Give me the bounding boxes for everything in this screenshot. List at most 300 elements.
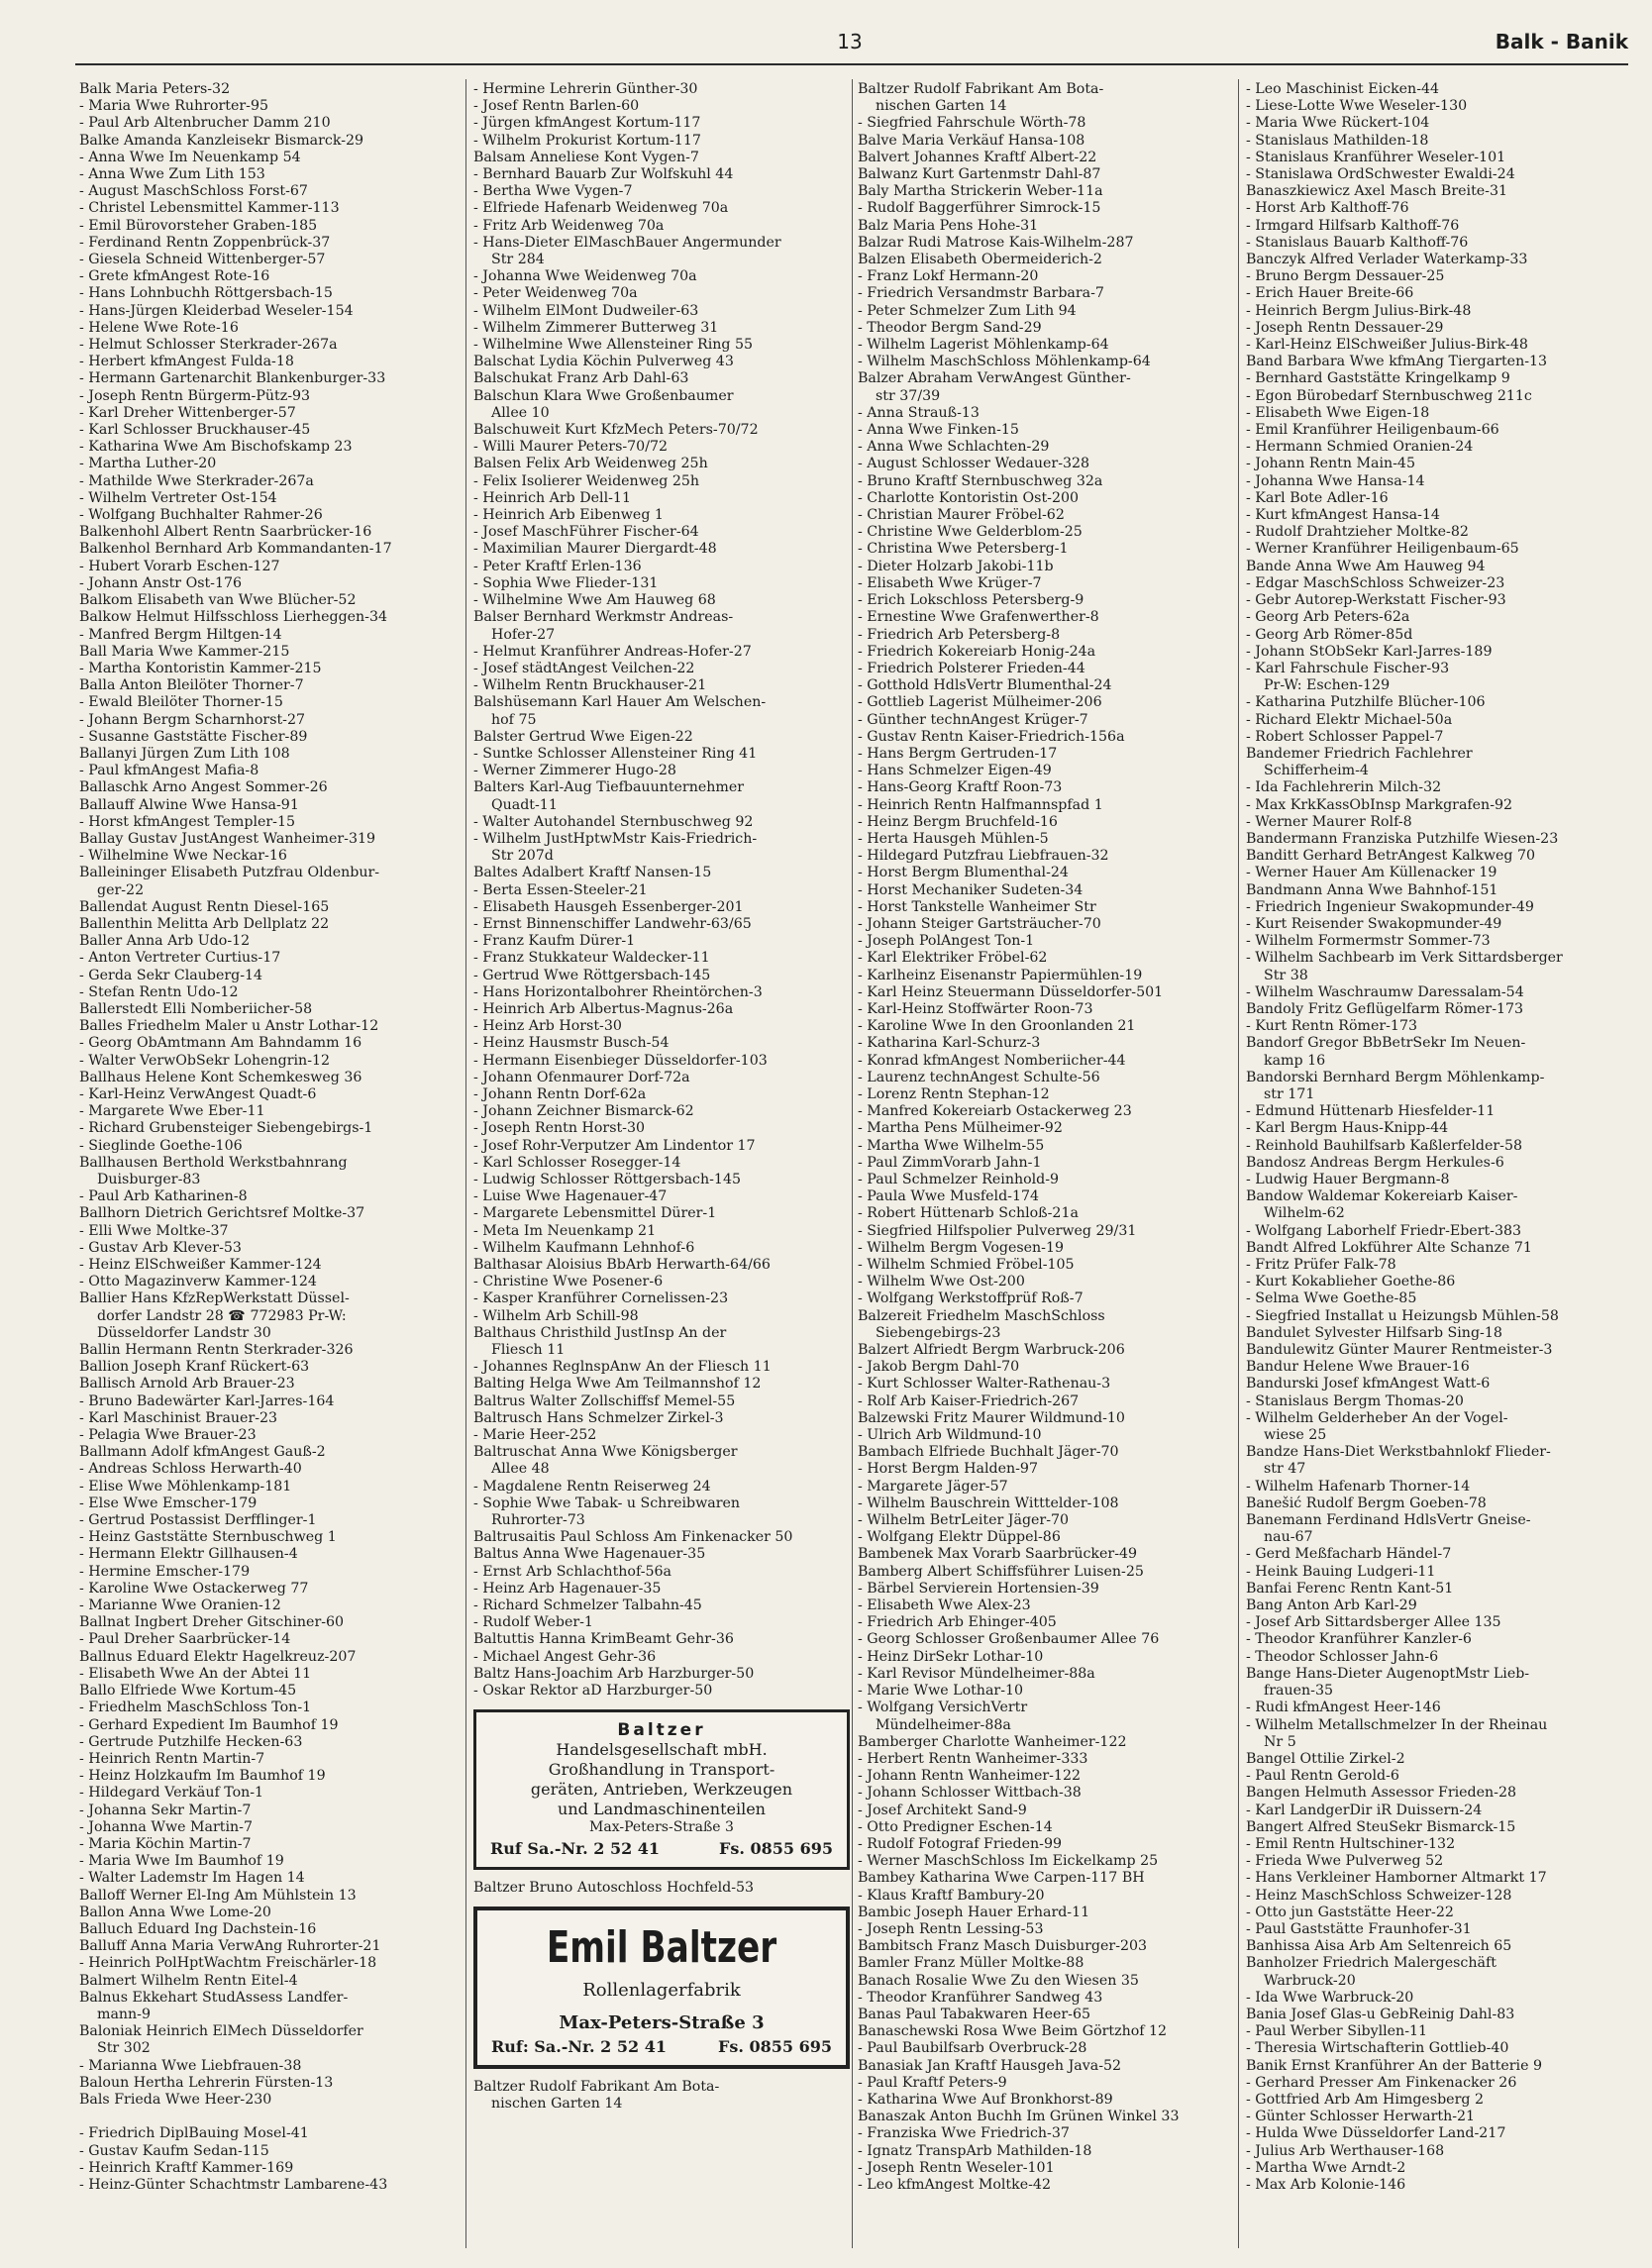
directory-entry: - Leo Maschinist Eicken-44 (1246, 81, 1440, 97)
directory-entry: - Hermann Elektr Gillhausen-4 (79, 1546, 298, 1563)
directory-entry: - Ida Fachlehrerin Milch-32 (1246, 779, 1442, 796)
directory-entry: - Wolfgang Laborhelf Friedr-Ebert-383 (1246, 1222, 1522, 1239)
directory-entry: - Katharina Wwe Am Bischofskamp 23 (79, 439, 353, 456)
directory-entry: - Stanislaus Bauarb Kalthoff-76 (1246, 234, 1469, 251)
directory-entry: Ballon Anna Wwe Lome-20 (79, 1904, 271, 1920)
directory-entry: - Katharina Putzhilfe Blücher-106 (1246, 694, 1486, 711)
directory-entry: Balwanz Kurt Gartenmstr Dahl-87 (858, 166, 1101, 183)
directory-entry: Balk Maria Peters-32 (79, 81, 231, 97)
directory-entry: Bamler Franz Müller Moltke-88 (858, 1955, 1084, 1972)
directory-entry: - Wilhelm Rentn Bruckhauser-21 (473, 677, 707, 694)
directory-entry: - Charlotte Kontoristin Ost-200 (858, 489, 1080, 506)
directory-entry: Bambey Katharina Wwe Carpen-117 BH (858, 1870, 1145, 1887)
directory-entry: Balschun Klara Wwe Großenbaumer (473, 387, 734, 404)
directory-entry: - Friedhelm MaschSchloss Ton-1 (79, 1700, 312, 1716)
directory-entry: - Frieda Wwe Pulverweg 52 (1246, 1853, 1444, 1870)
ad-line: Großhandlung in Transport- (548, 1759, 775, 1779)
directory-entry: - Ernst Arb Schlachthof-56a (473, 1563, 672, 1580)
directory-entry: - Christine Wwe Gelderblom-25 (858, 524, 1083, 541)
directory-entry: - Wilhelm Sachbearb im Verk Sittardsberger (1246, 950, 1563, 967)
directory-entry: - Georg Arb Peters-62a (1246, 609, 1410, 626)
directory-entry: - Werner Kranführer Heiligenbaum-65 (1246, 541, 1519, 558)
directory-entry: - Gotthold HdlsVertr Blumenthal-24 (858, 677, 1112, 694)
directory-entry: - Wilhelm Zimmerer Butterweg 31 (473, 319, 719, 336)
directory-entry: Balluff Anna Maria VerwAng Ruhrorter-21 (79, 1938, 381, 1955)
directory-entry: Balmert Wilhelm Rentn Eitel-4 (79, 1972, 298, 1989)
directory-entry: Balsen Felix Arb Weidenweg 25h (473, 456, 708, 472)
directory-entry: - Heinrich Kraftf Kammer-169 (79, 2159, 294, 2176)
directory-entry: Baltzer Bruno Autoschloss Hochfeld-53 (473, 1879, 755, 1896)
directory-entry: - Joseph Rentn Weseler-101 (858, 2159, 1055, 2176)
directory-entry: - Karoline Wwe In den Groonlanden 21 (858, 1018, 1136, 1035)
directory-entry: - Ludwig Schlosser Röttgersbach-145 (473, 1172, 742, 1187)
directory-entry: - Horst Tankstelle Wanheimer Str (858, 898, 1096, 915)
directory-entry: - Sieglinde Goethe-106 (79, 1137, 243, 1154)
directory-entry: Balschuweit Kurt KfzMech Peters-70/72 (473, 422, 759, 439)
directory-entry: - Heinz Bergm Bruchfeld-16 (858, 813, 1058, 830)
directory-entry: Ballauff Alwine Wwe Hansa-91 (79, 796, 299, 813)
directory-entry: kamp 16 (1264, 1052, 1326, 1069)
header-rule (75, 63, 1628, 65)
directory-entry: - Josef städtAngest Veilchen-22 (473, 660, 695, 676)
directory-entry: - Marie Wwe Lothar-10 (858, 1683, 1024, 1700)
directory-entry: - Karl Heinz Steuermann Düsseldorfer-501 (858, 983, 1164, 1000)
directory-entry: - Friedrich DiplBauing Mosel-41 (79, 2125, 309, 2142)
directory-entry: - Heinz Gaststätte Sternbuschweg 1 (79, 1529, 337, 1546)
directory-entry: - Anna Wwe Im Neuenkamp 54 (79, 149, 301, 165)
directory-entry: - Gerda Sekr Clauberg-14 (79, 967, 263, 983)
entries-2a (473, 81, 858, 1700)
directory-entry: - Hermann Eisenbieger Düsseldorfer-103 (473, 1052, 768, 1069)
directory-entry: - Emil Rentn Hultschiner-132 (1246, 1835, 1456, 1852)
directory-entry: - Josef Rohr-Verputzer Am Lindentor 17 (473, 1137, 756, 1154)
directory-entry: - Heinrich Arb Eibenweg 1 (473, 507, 664, 524)
directory-entry: - Gertrud Postassist Derfflinger-1 (79, 1512, 317, 1529)
directory-entry: - Wilhelm Hafenarb Thorner-14 (1246, 1478, 1471, 1495)
directory-entry: - Konrad kfmAngest Nomberiicher-44 (858, 1052, 1126, 1069)
directory-entry: - Ferdinand Rentn Zoppenbrück-37 (79, 234, 331, 251)
directory-entry: - Wilhelm Gelderheber An der Vogel- (1246, 1409, 1508, 1426)
directory-entry: - Rudolf Fotograf Frieden-99 (858, 1835, 1063, 1852)
directory-entry: - Gertrud Wwe Röttgersbach-145 (473, 967, 711, 983)
directory-entry: - Richard Schmelzer Talbahn-45 (473, 1598, 702, 1614)
directory-entry: Balve Maria Verkäuf Hansa-108 (858, 132, 1085, 149)
directory-entry: - Hermine Lehrerin Günther-30 (473, 81, 698, 97)
directory-entry: - Georg Arb Römer-85d (1246, 626, 1413, 643)
directory-entry: - Stanislaus Bergm Thomas-20 (1246, 1392, 1464, 1409)
directory-column-3 (858, 81, 1242, 2260)
directory-entry: - Heinz Hausmstr Busch-54 (473, 1035, 670, 1052)
directory-entry: - Franz Kaufm Dürer-1 (473, 933, 636, 950)
directory-entry: frauen-35 (1264, 1683, 1334, 1700)
directory-entry: - Paul Gaststätte Fraunhofer-31 (1246, 1920, 1472, 1937)
directory-entry: - Johann Zeichner Bismarck-62 (473, 1103, 694, 1120)
directory-entry: Balkom Elisabeth van Wwe Blücher-52 (79, 592, 357, 609)
directory-entry: - Rudi kfmAngest Heer-146 (1246, 1700, 1441, 1716)
directory-entry: - Hildegard Verkäuf Ton-1 (79, 1785, 264, 1802)
directory-entry: - Karl Revisor Mündelheimer-88a (858, 1665, 1095, 1682)
directory-entry: - Georg Schlosser Großenbaumer Allee 76 (858, 1631, 1160, 1648)
directory-entry: - Maria Köchin Martin-7 (79, 1835, 252, 1852)
directory-entry: Bangen Helmuth Assessor Frieden-28 (1246, 1785, 1517, 1802)
directory-entry: - Franziska Wwe Friedrich-37 (858, 2125, 1070, 2142)
directory-entry: - Wilhelm Formermstr Sommer-73 (1246, 933, 1491, 950)
directory-entry: - Theodor Bergm Sand-29 (858, 319, 1042, 336)
directory-entry: Schifferheim-4 (1264, 763, 1369, 779)
directory-entry: - Karl Elektriker Fröbel-62 (858, 950, 1048, 967)
directory-entry: Ballay Gustav JustAngest Wanheimer-319 (79, 830, 376, 847)
directory-entry: - Oskar Rektor aD Harzburger-50 (473, 1683, 713, 1700)
directory-entry: - Martha Kontoristin Kammer-215 (79, 660, 322, 676)
directory-entry: - Sophie Wwe Tabak- u Schreibwaren (473, 1495, 741, 1511)
directory-entry: - Johann Rentn Dorf-62a (473, 1085, 647, 1102)
directory-entry: - Walter Lademstr Im Hagen 14 (79, 1870, 305, 1887)
directory-entry: - Meta Im Neuenkamp 21 (473, 1222, 657, 1239)
directory-entry: - Gerd Meßfacharb Händel-7 (1246, 1546, 1452, 1563)
directory-entry: Ballnus Eduard Elektr Hagelkreuz-207 (79, 1648, 357, 1665)
directory-entry: - Wilhelmine Wwe Neckar-16 (79, 848, 287, 865)
running-head: Balk - Banik (1495, 30, 1628, 53)
advertisement-baltzer-handel (473, 1709, 850, 1870)
directory-entry: Banaschewski Rosa Wwe Beim Görtzhof 12 (858, 2023, 1168, 2040)
directory-entry: - Wolfgang VersichVertr (858, 1700, 1028, 1716)
directory-entry: - Theresia Wirtschafterin Gottlieb-40 (1246, 2040, 1509, 2057)
directory-entry: Baltus Anna Wwe Hagenauer-35 (473, 1546, 706, 1563)
directory-entry: Banaszak Anton Buchh Im Grünen Winkel 33 (858, 2109, 1180, 2125)
directory-entry: - Ewald Bleilöter Thorner-15 (79, 694, 283, 711)
directory-entry: - Heinz DirSekr Lothar-10 (858, 1648, 1044, 1665)
directory-entry: Bals Frieda Wwe Heer-230 (79, 2091, 272, 2108)
directory-entry: - Walter Autohandel Sternbuschweg 92 (473, 813, 754, 830)
directory-entry: - Laurenz technAngest Schulte-56 (858, 1069, 1100, 1085)
directory-entry: - Herbert Rentn Wanheimer-333 (858, 1750, 1088, 1767)
ad-phones (490, 1840, 833, 1857)
directory-entry: - Ida Wwe Warbruck-20 (1246, 1989, 1414, 2006)
directory-entry: Bandulewitz Günter Maurer Rentmeister-3 (1246, 1342, 1553, 1359)
directory-entry: - Hermine Emscher-179 (79, 1563, 251, 1580)
directory-entry: - Hans Horizontalbohrer Rheintörchen-3 (473, 983, 763, 1000)
ad-line: geräten, Antrieben, Werkzeugen (530, 1779, 793, 1799)
directory-entry: - Rudolf Baggerführer Simrock-15 (858, 200, 1101, 217)
directory-entry: Bambenek Max Vorarb Saarbrücker-49 (858, 1546, 1138, 1563)
directory-entry: Baloniak Heinrich ElMech Düsseldorfer (79, 2023, 363, 2040)
directory-entry: Str 38 (1264, 967, 1308, 983)
directory-entry: - Paula Wwe Musfeld-174 (858, 1188, 1040, 1205)
directory-entry: - Klaus Kraftf Bambury-20 (858, 1887, 1045, 1904)
directory-entry: Str 284 (491, 252, 545, 268)
directory-entry: Banfai Ferenc Rentn Kant-51 (1246, 1580, 1454, 1597)
directory-entry: - Gerhard Expedient Im Baumhof 19 (79, 1716, 339, 1733)
directory-entry: Bandow Waldemar Kokereiarb Kaiser- (1246, 1188, 1518, 1205)
directory-entry: - Hans Schmelzer Eigen-49 (858, 763, 1052, 779)
directory-entry: Bangert Alfred SteuSekr Bismarck-15 (1246, 1818, 1516, 1835)
directory-entry: - Hubert Vorarb Eschen-127 (79, 558, 280, 574)
directory-entry: - Heinz Holzkaufm Im Baumhof 19 (79, 1768, 326, 1785)
directory-entry: - Günther technAngest Krüger-7 (858, 711, 1088, 728)
directory-entry: Mündelheimer-88a (876, 1716, 1011, 1733)
directory-entry: - Wolfgang Elektr Düppel-86 (858, 1529, 1061, 1546)
directory-entry: Balthaus Christhild JustInsp An der (473, 1324, 727, 1341)
directory-entry: - Michael Angest Gehr-36 (473, 1648, 657, 1665)
directory-entry: - Peter Kraftf Erlen-136 (473, 558, 642, 574)
directory-entry: - Else Wwe Emscher-179 (79, 1495, 258, 1511)
directory-entry: - Hans Bergm Gertruden-17 (858, 745, 1058, 762)
directory-entry: - Jakob Bergm Dahl-70 (858, 1359, 1020, 1376)
directory-entry: - Ernestine Wwe Grafenwerther-8 (858, 609, 1099, 626)
directory-entry: - Johann Schlosser Wittbach-38 (858, 1785, 1082, 1802)
directory-entry: - Siegfried Fahrschule Wörth-78 (858, 115, 1086, 132)
directory-entry: - Paul Arb Katharinen-8 (79, 1188, 248, 1205)
directory-entry: - Erich Lokschloss Petersberg-9 (858, 592, 1084, 609)
directory-entry: - Horst Mechaniker Sudeten-34 (858, 881, 1084, 898)
directory-entry: - August Schlosser Wedauer-328 (858, 456, 1090, 472)
directory-entry: - Otto Magazinverw Kammer-124 (79, 1274, 317, 1290)
directory-entry: - Wilhelm Waschraumw Daressalam-54 (1246, 983, 1524, 1000)
directory-entry: Baltrusaitis Paul Schloss Am Finkenacker 50 (473, 1529, 793, 1546)
directory-entry: - Siegfried Installat u Heizungsb Mühlen-58 (1246, 1307, 1559, 1324)
directory-entry: - Christian Maurer Fröbel-62 (858, 507, 1065, 524)
directory-entry: - Joseph Rentn Bürgerm-Pütz-93 (79, 387, 311, 404)
directory-entry: - Paul Kraftf Peters-9 (858, 2074, 1007, 2091)
column-divider (465, 79, 466, 2248)
directory-entry: Baller Anna Arb Udo-12 (79, 933, 251, 950)
directory-entry: - Maria Wwe Ruhrorter-95 (79, 98, 268, 115)
directory-entry: - August MaschSchloss Forst-67 (79, 183, 308, 200)
directory-entry: - Christine Wwe Posener-6 (473, 1274, 664, 1290)
directory-entry: Duisburger-83 (97, 1172, 201, 1187)
directory-entry: - Werner Hauer Am Küllenacker 19 (1246, 865, 1497, 881)
ad-phones (491, 2038, 832, 2055)
directory-entry: Balvert Johannes Kraftf Albert-22 (858, 149, 1097, 165)
directory-entry: Bandmann Anna Wwe Bahnhof-151 (1246, 881, 1498, 898)
directory-entry: - Wilhelmine Wwe Am Hauweg 68 (473, 592, 716, 609)
directory-entry: - Anna Wwe Zum Lith 153 (79, 166, 265, 183)
page-number: 13 (837, 30, 863, 53)
ad-telex: Fs. 0855 695 (717, 2036, 832, 2056)
directory-entry: Ballisch Arnold Arb Brauer-23 (79, 1376, 295, 1392)
directory-entry: - Heinz Arb Horst-30 (473, 1018, 622, 1035)
directory-entry: - Elli Wwe Moltke-37 (79, 1222, 229, 1239)
directory-entry: Baltruschat Anna Wwe Königsberger (473, 1444, 738, 1461)
ad-line: und Landmaschinenteilen (558, 1799, 766, 1818)
directory-entry: - Elisabeth Wwe Alex-23 (858, 1598, 1031, 1614)
directory-entry: Balzereit Friedhelm MaschSchloss (858, 1307, 1105, 1324)
directory-entry: Allee 48 (491, 1461, 550, 1478)
directory-entry: Banhissa Aisa Arb Am Seltenreich 65 (1246, 1938, 1512, 1955)
ad-brand: Baltzer (617, 1720, 706, 1741)
directory-entry: - Karl Schlosser Rosegger-14 (473, 1154, 681, 1171)
directory-entry: - Bernhard Bauarb Zur Wolfskuhl 44 (473, 166, 734, 183)
directory-entry: - Heinrich Bergm Julius-Birk-48 (1246, 302, 1472, 319)
directory-entry: - Josef Architekt Sand-9 (858, 1802, 1027, 1818)
directory-entry: - Mathilde Wwe Sterkrader-267a (79, 472, 314, 489)
directory-column-4 (1246, 81, 1630, 2260)
directory-entry: Bandurski Josef kfmAngest Watt-6 (1246, 1376, 1491, 1392)
directory-entry: Ballier Hans KfzRepWerkstatt Düssel- (79, 1290, 350, 1307)
directory-entry: - Paul ZimmVorarb Jahn-1 (858, 1154, 1042, 1171)
directory-entry: - Heinrich Arb Dell-11 (473, 489, 631, 506)
directory-entry: - Magdalene Rentn Reiserweg 24 (473, 1478, 711, 1495)
directory-entry: str 171 (1264, 1085, 1315, 1102)
directory-entry: - Margarete Wwe Eber-11 (79, 1103, 265, 1120)
directory-entry: nau-67 (1264, 1529, 1313, 1546)
directory-entry: - Maria Wwe Rückert-104 (1246, 115, 1430, 132)
directory-entry: Banasiak Jan Kraftf Hausgeh Java-52 (858, 2057, 1122, 2074)
ad-address: Max-Peters-Straße 3 (589, 1818, 734, 1835)
directory-entry: - Werner Zimmerer Hugo-28 (473, 763, 676, 779)
directory-entry: Bambach Elfriede Buchhalt Jäger-70 (858, 1444, 1119, 1461)
directory-entry: Pr-W: Eschen-129 (1264, 677, 1391, 694)
directory-entry: - Franz Stukkateur Waldecker-11 (473, 950, 710, 967)
ad-tagline: Rollenlagerfabrik (582, 1980, 741, 2002)
directory-entry: - Elisabeth Wwe Krüger-7 (858, 574, 1042, 591)
directory-entry: - Johanna Sekr Martin-7 (79, 1802, 252, 1818)
directory-entry: Balthasar Aloisius BbArb Herwarth-64/66 (473, 1257, 771, 1274)
directory-entry: - Wilhelm Kaufmann Lehnhof-6 (473, 1239, 695, 1256)
directory-entry: Fliesch 11 (491, 1342, 566, 1359)
directory-entry: - Paul Dreher Saarbrücker-14 (79, 1631, 291, 1648)
directory-entry: Bandulet Sylvester Hilfsarb Sing-18 (1246, 1324, 1502, 1341)
directory-entry: Balzer Abraham VerwAngest Günther- (858, 370, 1131, 387)
directory-entry: - Anna Wwe Finken-15 (858, 422, 1019, 439)
directory-entry: - Heinrich Rentn Halfmannspfad 1 (858, 796, 1103, 813)
directory-entry: Ballnat Ingbert Dreher Gitschiner-60 (79, 1614, 345, 1631)
directory-entry: Str 302 (97, 2040, 151, 2057)
directory-entry: - Pelagia Wwe Brauer-23 (79, 1427, 257, 1444)
directory-entry: Balzen Elisabeth Obermeiderich-2 (858, 252, 1102, 268)
entries-2c (473, 2079, 858, 2113)
directory-entry: Ballmann Adolf kfmAngest Gauß-2 (79, 1444, 326, 1461)
directory-entry: - Friedrich Versandmstr Barbara-7 (858, 285, 1104, 302)
directory-entry: - Friedrich Kokereiarb Honig-24a (858, 643, 1096, 660)
directory-entry: - Wilhelm Metallschmelzer In der Rheinau (1246, 1716, 1548, 1733)
directory-entry: - Karl Dreher Wittenberger-57 (79, 404, 296, 421)
directory-entry: - Heinrich PolHptWachtm Freischärler-18 (79, 1955, 377, 1972)
directory-entry: - Josef Arb Sittardsberger Allee 135 (1246, 1614, 1501, 1631)
directory-entry: - Fritz Prüfer Falk-78 (1246, 1257, 1396, 1274)
directory-entry: - Helene Wwe Rote-16 (79, 319, 239, 336)
directory-entry: wiese 25 (1264, 1427, 1327, 1444)
directory-entry: Baltuttis Hanna KrimBeamt Gehr-36 (473, 1631, 734, 1648)
directory-entry: - Stefan Rentn Udo-12 (79, 983, 239, 1000)
ad-address: Max-Peters-Straße 3 (559, 2012, 765, 2034)
directory-entry: - Herbert kfmAngest Fulda-18 (79, 354, 294, 370)
directory-entry: Ballanyi Jürgen Zum Lith 108 (79, 745, 290, 762)
directory-entry: - Gustav Rentn Kaiser-Friedrich-156a (858, 728, 1125, 745)
directory-entry: - Ignatz TranspArb Mathilden-18 (858, 2142, 1092, 2159)
directory-entry: Balsam Anneliese Kont Vygen-7 (473, 149, 699, 165)
directory-entry: - Bruno Bergm Dessauer-25 (1246, 268, 1445, 285)
directory-entry: - Wolfgang Werkstoffprüf Roß-7 (858, 1290, 1084, 1307)
directory-entry: - Bernhard Gaststätte Kringelkamp 9 (1246, 370, 1510, 387)
entries-2b (473, 1880, 858, 1897)
directory-entry: - Otto jun Gaststätte Heer-22 (1246, 1904, 1454, 1920)
directory-entry: - Sophia Wwe Flieder-131 (473, 574, 659, 591)
directory-entry: - Richard Elektr Michael-50a (1246, 711, 1453, 728)
directory-entry: Bandorski Bernhard Bergm Möhlenkamp- (1246, 1069, 1545, 1085)
entries-1 (79, 81, 464, 2194)
directory-entry: Balke Amanda Kanzleisekr Bismarck-29 (79, 132, 364, 149)
directory-entry: - Egon Bürobedarf Sternbuschweg 211c (1246, 387, 1532, 404)
directory-entry: - Joseph PolAngest Ton-1 (858, 933, 1035, 950)
directory-entry: - Karl Bergm Haus-Knipp-44 (1246, 1120, 1449, 1137)
directory-entry: - Robert Schlosser Pappel-7 (1246, 728, 1444, 745)
directory-entry: Ballo Elfriede Wwe Kortum-45 (79, 1683, 297, 1700)
directory-entry: Balster Gertrud Wwe Eigen-22 (473, 728, 693, 745)
directory-entry: - Franz Lokf Hermann-20 (858, 268, 1039, 285)
directory-entry: - Heinz-Günter Schachtmstr Lambarene-43 (79, 2176, 388, 2193)
entries-3 (858, 81, 1242, 2194)
directory-entry: - Felix Isolierer Weidenweg 25h (473, 472, 700, 489)
directory-entry: - Gottfried Arb Am Himgesberg 2 (1246, 2091, 1484, 2108)
directory-entry: - Kurt Reisender Swakopmunder-49 (1246, 915, 1502, 932)
directory-entry: Banas Paul Tabakwaren Heer-65 (858, 2006, 1090, 2022)
directory-entry: - Elisabeth Wwe Eigen-18 (1246, 404, 1430, 421)
directory-entry: - Anna Wwe Schlachten-29 (858, 439, 1050, 456)
directory-entry: - Werner Maurer Rolf-8 (1246, 813, 1412, 830)
directory-entry: - Katharina Karl-Schurz-3 (858, 1035, 1041, 1052)
directory-entry: Balleininger Elisabeth Putzfrau Oldenbur- (79, 865, 380, 881)
directory-entry: - Elisabeth Wwe An der Abtei 11 (79, 1665, 312, 1682)
directory-entry: Ballhaus Helene Kont Schemkesweg 36 (79, 1069, 362, 1085)
directory-entry: - Liese-Lotte Wwe Weseler-130 (1246, 98, 1468, 115)
directory-entry: Bandur Helene Wwe Brauer-16 (1246, 1359, 1470, 1376)
directory-entry: - Leo kfmAngest Moltke-42 (858, 2176, 1051, 2193)
directory-entry: Banczyk Alfred Verlader Waterkamp-33 (1246, 252, 1528, 268)
directory-entry: - Johanna Wwe Weidenweg 70a (473, 268, 697, 285)
directory-entry: - Maximilian Maurer Diergardt-48 (473, 541, 717, 558)
directory-entry: Ballhorn Dietrich Gerichtsref Moltke-37 (79, 1205, 365, 1222)
directory-entry: Bangel Ottilie Zirkel-2 (1246, 1750, 1405, 1767)
directory-entry: - Otto Predigner Eschen-14 (858, 1818, 1053, 1835)
directory-entry: mann-9 (97, 2006, 152, 2022)
directory-entry: - Edgar MaschSchloss Schweizer-23 (1246, 574, 1505, 591)
directory-entry: Bange Hans-Dieter AugenoptMstr Lieb- (1246, 1665, 1530, 1682)
directory-entry: Balshüsemann Karl Hauer Am Welschen- (473, 694, 767, 711)
directory-entry: str 47 (1264, 1461, 1306, 1478)
directory-entry: - Horst Bergm Halden-97 (858, 1461, 1038, 1478)
directory-entry: - Paul Arb Altenbrucher Damm 210 (79, 115, 331, 132)
directory-entry: Hofer-27 (491, 626, 556, 643)
directory-entry: - Susanne Gaststätte Fischer-89 (79, 728, 308, 745)
directory-entry: - Helmut Kranführer Andreas-Hofer-27 (473, 643, 752, 660)
directory-entry: - Karl Schlosser Bruckhauser-45 (79, 422, 311, 439)
directory-entry: - Georg ObAmtmann Am Bahndamm 16 (79, 1035, 362, 1052)
directory-entry: - Selma Wwe Goethe-85 (1246, 1290, 1417, 1307)
directory-entry: Siebengebirgs-23 (876, 1324, 1001, 1341)
directory-entry: - Martha Wwe Arndt-2 (1246, 2159, 1406, 2176)
directory-entry: - Ulrich Arb Wildmund-10 (858, 1427, 1042, 1444)
directory-entry: - Wilhelm Lagerist Möhlenkamp-64 (858, 337, 1109, 354)
directory-entry: - Grete kfmAngest Rote-16 (79, 268, 270, 285)
directory-entry: - Herta Hausgeh Mühlen-5 (858, 830, 1049, 847)
directory-entry: - Paul Werber Sibyllen-11 (1246, 2023, 1428, 2040)
directory-entry: - Heink Bauing Ludgeri-11 (1246, 1563, 1436, 1580)
directory-entry: - Heinz ElSchweißer Kammer-124 (79, 1257, 322, 1274)
directory-entry: - Margarete Jäger-57 (858, 1478, 1008, 1495)
directory-entry: - Maria Wwe Im Baumhof 19 (79, 1853, 284, 1870)
directory-entry: Ruhrorter-73 (491, 1512, 585, 1529)
directory-entry: - Bärbel Servierein Hortensien-39 (858, 1580, 1099, 1597)
directory-entry: - Wilhelm Arb Schill-98 (473, 1307, 639, 1324)
directory-entry: - Wilhelm ElMont Dudweiler-63 (473, 302, 699, 319)
ad-phone: Ruf: Sa.-Nr. 2 52 41 (491, 2036, 667, 2056)
directory-entry: - Reinhold Bauhilfsarb Kaßlerfelder-58 (1246, 1137, 1523, 1154)
directory-entry (79, 2109, 464, 2125)
directory-entry: - Kurt kfmAngest Hansa-14 (1246, 507, 1440, 524)
directory-entry: - Wolfgang Buchhalter Rahmer-26 (79, 507, 323, 524)
directory-entry: - Karl Fahrschule Fischer-93 (1246, 660, 1450, 676)
